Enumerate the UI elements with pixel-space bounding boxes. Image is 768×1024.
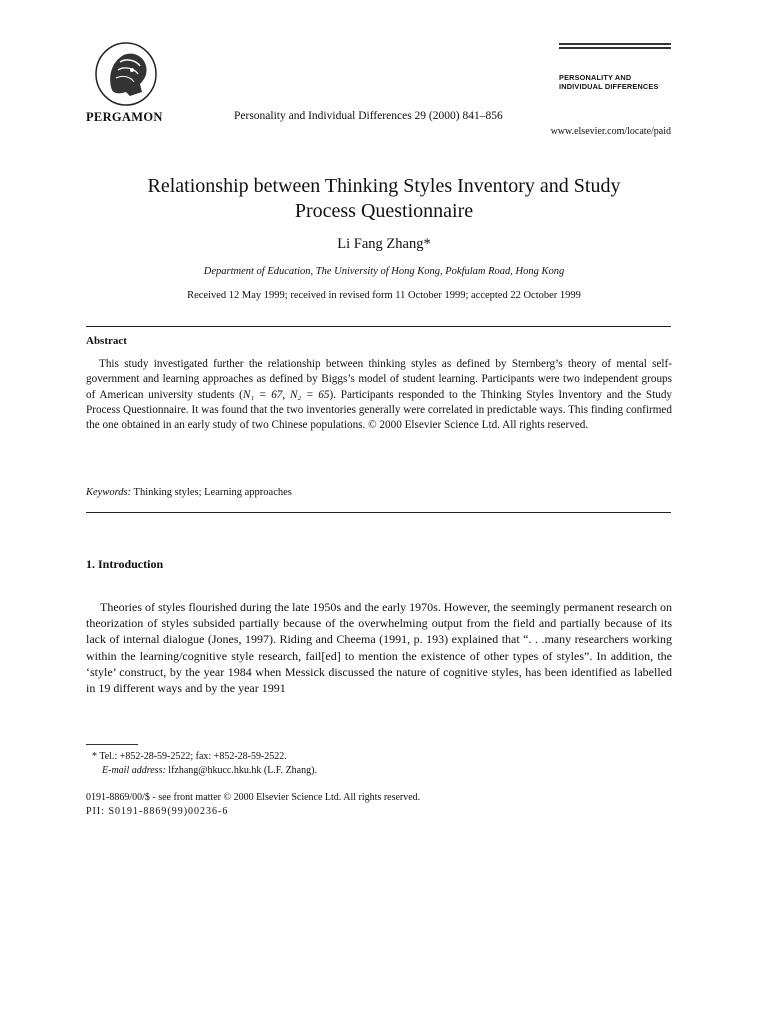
email-label: E-mail address: <box>102 765 166 776</box>
title-line1: Relationship between Thinking Styles Inventory and Study <box>147 175 621 197</box>
journal-url-link[interactable]: www.elsevier.com/locate/paid <box>550 126 671 137</box>
front-matter <box>86 791 420 819</box>
keywords-list: Thinking styles; Learning approaches <box>131 487 292 498</box>
divider-top <box>86 326 671 327</box>
front-matter-copyright: 0191-8869/00/$ - see front matter © 2000 Elsevier Science Ltd. All rights reserved. <box>86 792 421 803</box>
sample-size-n1: N₁ = 67 <box>242 388 283 401</box>
pii-code: PII: S0191-8869(99)00236-6 <box>86 806 229 817</box>
abstract-text <box>86 357 672 433</box>
journal-citation: Personality and Individual Differences 29 (2000) 841–856 <box>234 110 503 122</box>
footnote-contact: * Tel.: +852-28-59-2522; fax: +852-28-59-2522. <box>92 751 287 762</box>
footnote-email <box>92 764 317 778</box>
article-dates: Received 12 May 1999; received in revised form 11 October 1999; accepted 22 October 1999 <box>187 290 581 301</box>
article-title <box>70 174 698 224</box>
journal-name-line1: PERSONALITY AND <box>559 73 632 82</box>
keywords-label: Keywords: <box>86 487 132 498</box>
title-line2: Process Questionnaire <box>294 200 474 222</box>
keywords <box>86 487 292 498</box>
email-address[interactable]: lfzhang@hkucc.hku.hk (L.F. Zhang). <box>165 765 317 776</box>
sample-size-separator: , <box>282 388 290 401</box>
abstract-text-part1: This study investigated further the relationship between thinking styles as defined by Sternberg’s theory of mental self-government and learning approaches as defined by Biggs’s model of student learning. Participants were two independent groups of American university students ( <box>86 358 672 401</box>
journal-name-line2: INDIVIDUAL DIFFERENCES <box>559 81 659 91</box>
author-affiliation: Department of Education, The University of Hong Kong, Pokfulam Road, Hong Kong <box>203 266 565 277</box>
publisher-name: PERGAMON <box>86 110 163 124</box>
author-name: Li Fang Zhang* <box>337 236 431 252</box>
journal-header-rules <box>559 43 671 51</box>
divider-bottom <box>86 512 671 513</box>
abstract-heading: Abstract <box>86 335 127 347</box>
footnote <box>92 750 317 778</box>
sample-size-n2: N₂ = 65 <box>289 388 330 401</box>
abstract-text-part2: ). Participants responded to the Thinking Styles Inventory and the Study Process Questionnaire. It was found that the two inventories generally were correlated in predictable ways. This finding confirmed the one obtained in an early study of two Chinese populations. © 2000 Elsevier Science Ltd. All rights reserved. <box>86 388 673 432</box>
footnote-divider <box>86 744 138 745</box>
section-heading-introduction: 1. Introduction <box>86 557 164 571</box>
journal-name <box>559 74 679 91</box>
publisher-logo-icon <box>86 40 166 108</box>
introduction-paragraph: Theories of styles flourished during the late 1950s and the early 1970s. However, the seemingly permanent research on theorization of styles subsided partially because of the overwhelming output from the field and partially because of its lack of internal dialogue (Jones, 1997). Riding and Cheema (1991, p. 193) explained that “. . .many researchers working within the learning/cognitive style research, fail[ed] to mention the existence of other types of styles”. In addition, the ‘style’ construct, by the year 1984 when Messick discussed the nature of cognitive styles, has been identified as labelled in 19 different ways and by the year 1991 <box>86 600 672 696</box>
